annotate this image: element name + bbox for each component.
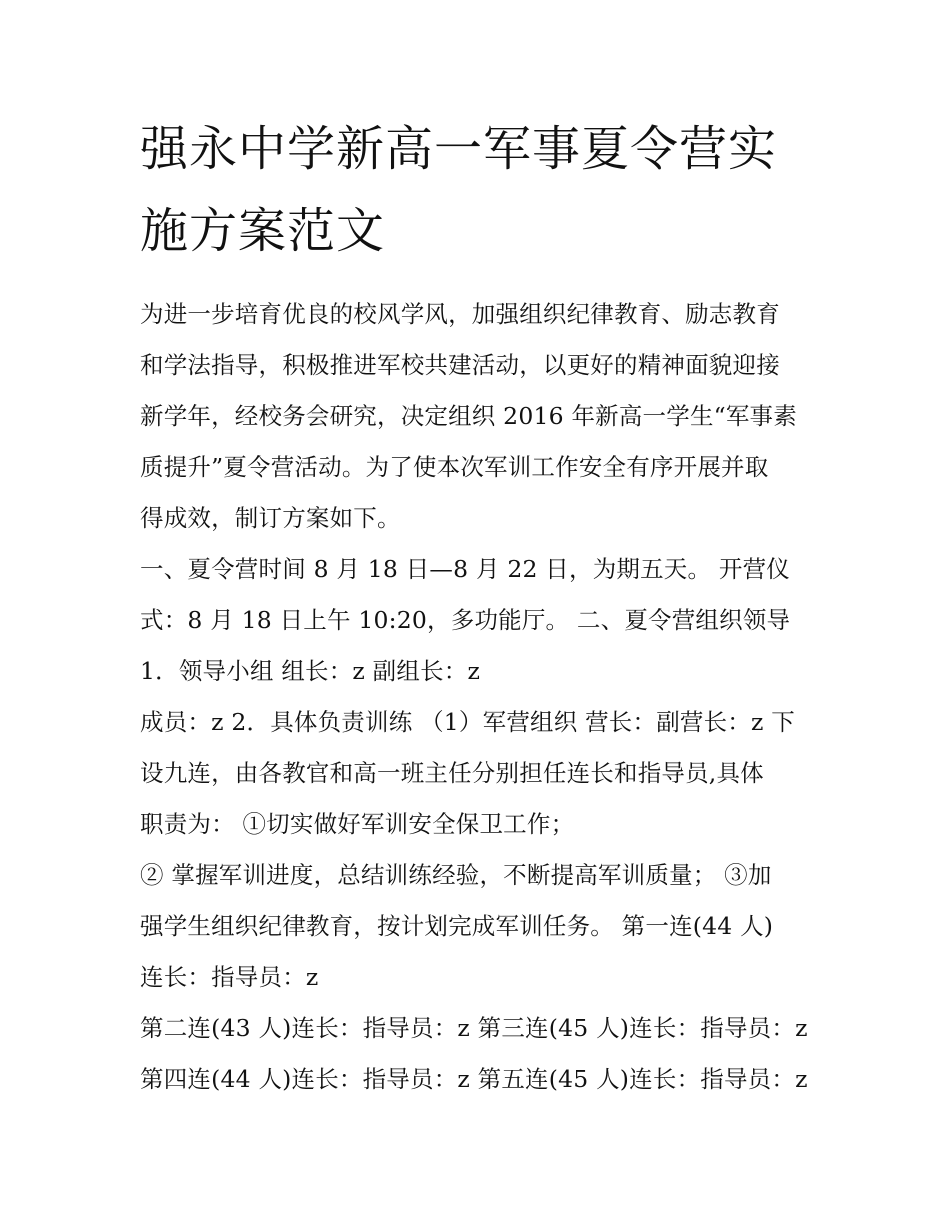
body-line: 第四连(44 人)连长：指导员：z 第五连(45 人)连长：指导员：z [140,1065,808,1093]
document-title [140,108,820,272]
body-line: 成员：z 2．具体负责训练 （1）军营组织 营长：副营长：z 下 [140,708,795,736]
body-line: 和学法指导，积极推进军校共建活动，以更好的精神面貌迎接 [140,351,780,379]
body-line: 连长：指导员：z [140,963,319,991]
body-line: 1．领导小组 组长：z 副组长：z [140,657,481,685]
body-line: 职责为： ①切实做好军训安全保卫工作； [140,810,575,838]
body-line: 式：8 月 18 日上午 10:20，多功能厅。 二、夏令营组织领导 [140,606,791,634]
body-line: 为进一步培育优良的校风学风，加强组织纪律教育、励志教育 [140,300,780,328]
body-line: 强学生组织纪律教育，按计划完成军训任务。 第一连(44 人) [140,912,774,940]
title-line-2: 施方案范文 [140,203,386,259]
body-line: 一、夏令营时间 8 月 18 日—8 月 22 日，为期五天。 开营仪 [140,555,790,583]
body-line: 设九连，由各教官和高一班主任分别担任连长和指导员,具体 [140,759,764,787]
title-line-1: 强永中学新高一军事夏令营实 [140,121,778,177]
body-line: 质提升”夏令营活动。为了使本次军训工作安全有序开展并取 [140,453,769,481]
body-line: 新学年，经校务会研究，决定组织 2016 年新高一学生“军事素 [140,402,797,430]
body-line: 第二连(43 人)连长：指导员：z 第三连(45 人)连长：指导员：z [140,1014,808,1042]
document-page [140,108,820,1105]
body-line: 得成效，制订方案如下。 [140,504,401,532]
body-line: ② 掌握军训进度，总结训练经验，不断提高军训质量； ③加 [140,861,772,889]
document-body [140,289,820,1105]
